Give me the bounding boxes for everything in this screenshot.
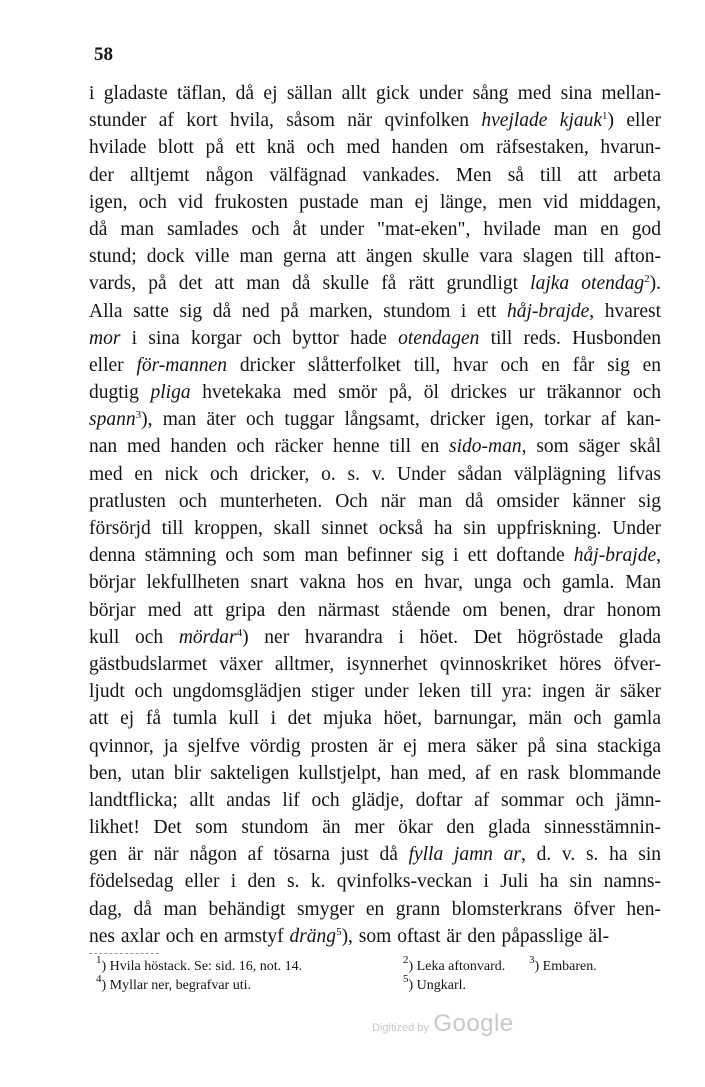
footnote-paren: ) [408, 959, 417, 974]
text-run: , [656, 545, 661, 567]
text-run: , hvarest [589, 300, 661, 322]
text-line [89, 270, 661, 297]
text-line [89, 162, 661, 189]
footnote-ref: 2 [644, 273, 650, 286]
text-line [89, 814, 661, 841]
text-run: denna stämning och som man befinner sig i ett doftande [89, 545, 574, 567]
text-line [89, 406, 661, 433]
footnote-ref: 3 [135, 409, 142, 422]
footnote [96, 954, 403, 976]
text-run: eller [89, 354, 137, 376]
italic-term: spann [89, 409, 136, 431]
italic-term: pliga [150, 382, 191, 404]
italic-term: lajka otendag [530, 273, 645, 295]
text-line [89, 352, 661, 379]
footnote-row [96, 973, 649, 995]
text-line [89, 597, 661, 624]
text-run: ljudt och ungdomsglädjen stiger under leken till yra: ingen är säker [89, 681, 661, 703]
text-line [89, 433, 661, 460]
italic-term: för-mannen [136, 354, 228, 376]
footnote-text: Ungkarl. [416, 978, 467, 993]
footnote [403, 954, 529, 976]
text-run: försörjd till kroppen, skall sinnet också ha sin uppfriskning. Under [89, 518, 661, 539]
text-run: då man samlades och åt under "mat-eken", hvilade man en god [89, 218, 661, 240]
footnote-paren: ) [101, 978, 110, 993]
text-run: , som säger skål [521, 436, 661, 458]
text-run: der alltjemt någon välfägnad vankades. Men så till att arbeta [89, 164, 661, 186]
text-run: ben, utan blir sakteligen kullstjelpt, han med, af en rask blommande [89, 762, 661, 784]
text-line [89, 80, 661, 107]
text-run: i gladaste täflan, då ej sällan allt gick under sång med sina mellan- [89, 83, 661, 104]
text-line [89, 107, 661, 134]
text-run: hvetekaka med smör på, öl drickes ur träkannor och [190, 382, 661, 404]
text-run: vards, på det att man då skulle få rätt grundligt [89, 273, 531, 295]
footnote-mark: 4 [96, 973, 102, 985]
italic-term: håj-brajde [506, 300, 590, 322]
text-run: ) eller [607, 110, 661, 132]
footnotes [96, 954, 649, 995]
watermark-brand: Google [433, 1010, 514, 1037]
text-run: nan med handen och räcker henne till en [89, 436, 450, 458]
text-line [89, 841, 661, 868]
text-line [89, 868, 661, 895]
text-line [89, 624, 661, 651]
footnote-text: Myllar ner, begrafvar uti. [109, 978, 251, 993]
text-run: ) ner hvarandra i höet. Det högröstade glada [242, 626, 661, 648]
text-run: att ej få tumla kull i det mjuka höet, barnungar, män och gamla [89, 708, 661, 730]
footnote-mark: 5 [403, 973, 409, 985]
text-run: likhet! Det som stundom än mer ökar den glada sinnesstämnin- [89, 817, 661, 839]
text-line [89, 488, 661, 515]
text-line [89, 216, 661, 243]
italic-term: fylla jamn ar [408, 844, 521, 866]
footnote-paren: ) [408, 978, 417, 993]
italic-term: sido-man [449, 436, 522, 458]
text-run: i sina korgar och byttor hade [120, 327, 399, 349]
text-line [89, 515, 661, 542]
text-run: ). [649, 273, 661, 295]
text-run: gen är när någon af tösarna just då [89, 844, 409, 866]
watermark [372, 1010, 514, 1038]
text-run: stunder af kort hvila, såsom när qvinfolken [89, 110, 482, 132]
italic-term: mördar [178, 626, 237, 648]
italic-term: håj-brajde [573, 545, 657, 567]
text-run: dag, då man behändigt smyger en grann blomsterkrans öfver hen- [89, 898, 661, 920]
text-run: börjar lekfullheten snart vakna hos en hvar, unga och gamla. Man [89, 572, 661, 594]
text-run: dricker slåtterfolket till, hvar och en får sig en [227, 354, 662, 376]
text-line [89, 379, 661, 406]
text-line [89, 298, 661, 325]
text-run: landtflicka; allt andas lif och glädje, doftar af sommar och jämn- [89, 789, 661, 811]
footnote-ref: 1 [602, 110, 608, 123]
footnote [403, 973, 523, 995]
footnote [96, 973, 403, 995]
text-line [89, 787, 661, 814]
italic-term: mor [89, 327, 121, 349]
footnote-paren: ) [534, 959, 543, 974]
watermark-prefix: Digitized by [372, 1022, 429, 1034]
footnote-ref: 4 [236, 626, 243, 639]
text-run: ), som oftast är den påpasslige äl- [341, 925, 610, 947]
text-run: dugtig [89, 382, 151, 404]
footnote-paren: ) [101, 959, 110, 974]
footnote-mark: 2 [403, 954, 409, 966]
text-line [89, 325, 661, 352]
text-line [89, 569, 661, 596]
text-line [89, 923, 661, 950]
text-run: qvinnor, ja sjelfve vördig prosten är ej mera säker på sina stackiga [89, 735, 661, 757]
text-line [89, 896, 661, 923]
text-line [89, 678, 661, 705]
text-line [89, 461, 661, 488]
text-run: börjar med att gripa den närmast stående om benen, drar honom [89, 599, 661, 621]
footnote-mark: 1 [96, 954, 102, 966]
text-line [89, 760, 661, 787]
text-run: stund; dock ville man gerna att ängen skulle vara slagen till afton- [89, 246, 661, 268]
footnote [529, 954, 649, 976]
text-line [89, 651, 661, 678]
body-text [89, 80, 661, 950]
text-run: igen, och vid frukosten pustade man ej länge, men vid middagen, [89, 191, 661, 213]
text-run: gästbudslarmet växer alltmer, isynnerhet qvinnoskriket höres öfver- [89, 653, 661, 675]
text-run: hvilade blott på ett knä och med handen om räfsestaken, hvarun- [89, 137, 661, 159]
text-run: Alla satte sig då ned på marken, stundom i ett [89, 300, 507, 322]
text-run: till reds. Husbonden [479, 327, 662, 349]
footnote-text: Embaren. [542, 959, 597, 974]
text-run: födelsedag eller i den s. k. qvinfolks-veckan i Juli ha sin namns- [89, 871, 661, 893]
text-line [89, 705, 661, 732]
text-line [89, 542, 661, 569]
text-line [89, 189, 661, 216]
footnote-mark: 3 [529, 954, 535, 966]
italic-term: hvejlade kjauk [481, 110, 603, 132]
italic-term: dräng [289, 925, 337, 947]
footnote-text: Leka aftonvard. [416, 959, 506, 974]
footnote-row [96, 954, 649, 976]
text-run: pratlusten och munterheten. Och när man då omsider känner sig [89, 490, 661, 512]
text-run: nes axlar och en armstyf [89, 925, 290, 947]
text-run: kull och [89, 626, 179, 648]
text-run: , d. v. s. ha sin [520, 844, 662, 866]
footnote-text: Hvila höstack. Se: sid. 16, not. 14. [109, 959, 303, 974]
text-line [89, 733, 661, 760]
text-run: med en nick och dricker, o. s. v. Under sådan välplägning lifvas [89, 463, 661, 485]
text-line [89, 134, 661, 161]
page-number: 58 [94, 44, 113, 65]
italic-term: otendagen [398, 327, 480, 349]
text-run: ), man äter och tuggar långsamt, dricker igen, torkar af kan- [141, 409, 661, 431]
text-line [89, 243, 661, 270]
footnote-ref: 5 [336, 925, 342, 938]
